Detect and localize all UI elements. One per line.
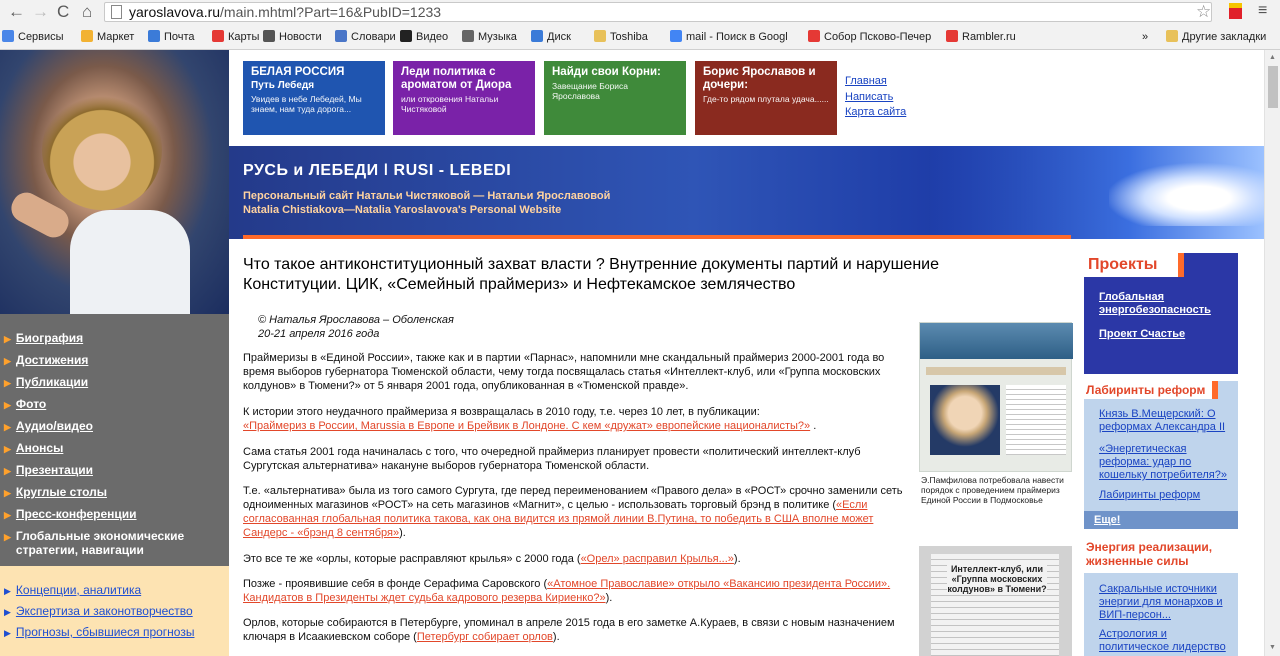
sidebar-item[interactable] [4,529,216,557]
url-domain: yaroslavova.ru [129,4,221,20]
sidebar-item-label: Биография [15,331,84,345]
author-photo [0,50,229,314]
tile-subtitle: Путь Лебедя [251,80,315,91]
sidebar-item-label: Публикации [15,375,89,389]
bullet-icon: ▶ [4,586,11,596]
bookmark-item[interactable] [531,29,571,45]
bookmark-label: Новости [279,31,322,43]
sidebar-item-label: Пресс-конференции [15,507,137,521]
other-bookmarks-label: Другие закладки [1182,31,1267,43]
bullet-icon: ▶ [4,356,11,366]
top-link-home[interactable]: Главная [845,75,887,87]
market-icon [81,30,93,42]
bookmark-item[interactable] [2,29,64,45]
tile-text: Где-то рядом плутала удача...... [703,94,829,104]
bullet-icon: ▶ [4,607,11,617]
news-screenshot-image[interactable] [919,322,1072,472]
article-link[interactable]: «Атомное Православие» открыло «Вакансию президента России». Кандидатов в Президенты ждет судьба кадрового резерва Кириенко?» [243,578,891,604]
header-tile[interactable] [695,61,837,135]
dictionary-icon [335,30,347,42]
folder-icon [594,30,606,42]
article-link[interactable]: Петербург собирает орлов [416,631,553,643]
yandex-icon [946,30,958,42]
tile-title: Леди политика с ароматом от Диора [401,66,512,91]
image-caption: Э.Памфилова потребовала навести порядок с проведением праймериз Единой России в Подмосковье [921,475,1064,505]
back-arrow-icon[interactable]: ← [8,2,25,21]
url-path: /main.mhtml?Part=16&PubID=1233 [220,4,442,20]
sidebar-item[interactable] [4,397,46,412]
header-tile[interactable] [393,61,535,135]
home-icon[interactable]: ⌂ [82,2,93,21]
bookmark-item[interactable] [81,29,134,45]
image-text-block [1006,385,1066,455]
article-author: © Наталья Ярославова – Оболенская [258,314,454,326]
bookmark-label: Диск [547,31,571,43]
page-icon [111,5,122,19]
bookmark-item[interactable] [400,29,448,45]
article-title: Что такое антиконституционный захват власти ? Внутренние документы партий и нарушение Конституции. ЦИК, «Семейный праймериз» и Нефтекамское землячество [243,256,939,293]
bookmark-item[interactable] [335,29,396,45]
bullet-icon: ▶ [4,628,11,638]
site-title: РУСЬ и ЛЕБЕДИ ǀ RUSI - LEBEDI [243,162,512,179]
sidebar-item-label: Анонсы [15,441,64,455]
sidebar-item[interactable] [4,463,93,478]
bullet-icon: ▶ [4,532,11,542]
bookmark-item[interactable] [946,29,1016,45]
bookmark-item[interactable] [212,29,259,45]
bookmark-item[interactable] [594,29,648,45]
paragraph: Сама статья 2001 года начиналась с того, что очередной праймериз планирует провести «политический интеллект-клуб Сургутская альтернатива» накануне выборов губернатора Тюменской области. [243,446,861,472]
address-bar-row [0,0,1280,25]
labyrinth-link[interactable]: Лабиринты реформ [1099,489,1201,501]
sidebar-item[interactable] [4,485,107,500]
photo-shirt [70,210,190,314]
site-banner [229,146,1264,239]
labyrinth-link[interactable]: Князь В.Мещерский: О реформах Александра II [1099,408,1226,433]
top-link-sitemap[interactable]: Карта сайта [845,106,907,118]
folder-icon [1166,30,1178,42]
paragraph-text: ). [399,527,406,539]
sidebar-item[interactable] [4,583,141,597]
tile-text: Завещание Бориса Ярославова [552,81,629,101]
disk-icon [531,30,543,42]
sidebar-item-label: Презентации [15,463,93,477]
site-subtitle-ru: Персональный сайт Натальи Чистяковой — Натальи Ярославовой [243,190,611,202]
article-header [243,255,939,295]
sidebar-item[interactable] [4,375,88,390]
yandex-icon [808,30,820,42]
bookmark-label: Видео [416,31,449,43]
url-field[interactable] [104,2,1212,22]
apps-icon [2,30,14,42]
sidebar-nav [0,314,229,566]
sidebar-item[interactable] [4,625,194,639]
paragraph-text: ). [605,592,613,604]
maps-icon [212,30,224,42]
paragraph-text: Орлов, которые собираются в Петербурге, упоминал в апреле 2015 года в его заметке А.Кураев, в связи с новым назначением ключаря в Исаакиевском соборе ( [243,617,895,643]
swan-image [1109,156,1264,226]
browser-chrome [0,0,1280,50]
tile-title: Борис Ярославов и дочери: [703,66,816,91]
projects-title: Проекты [1084,253,1184,277]
sidebar-item-label: Экспертиза и законотворчество [15,604,193,618]
labyrinth-link[interactable]: «Энергетическая реформа: удар по кошельку потребителя?» [1099,443,1227,481]
image-header [920,323,1073,359]
paragraph-text: . [810,420,817,432]
sidebar-item[interactable] [4,353,88,368]
bullet-icon: ▶ [4,466,11,476]
sidebar-item[interactable] [4,419,93,434]
bookmark-label: Музыка [478,31,517,43]
bookmark-label: Rambler.ru [962,31,1016,43]
sidebar-item-label: Аудио/видео [15,419,93,433]
bookmarks-bar [0,26,1280,48]
bookmark-item[interactable] [148,29,195,45]
more-link[interactable]: Еще! [1094,514,1121,526]
newspaper-clipping-image[interactable] [919,546,1072,656]
bullet-icon: ▶ [4,378,11,388]
paragraph-text: Это все те же «орлы, которые расправляют крылья» с 2000 года ( [243,553,581,565]
bookmark-item[interactable] [808,29,931,45]
labyrinths-title: Лабиринты реформ [1084,381,1218,399]
top-links [845,74,906,121]
paragraph [243,577,911,605]
sidebar-item-label: Достижения [15,353,89,367]
paragraph-text: К истории этого неудачного праймериза я возвращалась в 2010 году, т.е. через 10 лет, в публикации: [243,406,760,418]
top-link-write[interactable]: Написать [845,90,894,103]
sidebar-item-label: Круглые столы [15,485,107,499]
header-tile[interactable] [544,61,686,135]
bookmark-label: Почта [164,31,195,43]
sidebar-item[interactable] [4,604,193,618]
sidebar-item[interactable] [4,441,63,456]
scroll-up-arrow-icon[interactable]: ▲ [1269,54,1276,61]
article-link[interactable]: «Орел» расправил Крылья...» [580,553,734,565]
bookmark-label: Словари [351,31,396,43]
article-link[interactable]: «Праймериз в России, Marussia в Европе и Брейвик в Лондоне. С кем «дружат» европейские националисты?» [243,420,811,432]
image-headline [926,367,1066,375]
paragraph [243,616,911,644]
paragraph-text: Т.е. «альтернатива» была из того самого Сургута, где перед переименованием «Правого дела» в «РОСТ» срочно заменили сеть одноименных магазинов «РОСТ» на сеть магазинов «Магнит», с целью - использовать торговый брэнд в политике ( [243,485,903,511]
sidebar-item[interactable] [4,507,137,522]
music-icon [462,30,474,42]
tile-text: или откровения Натальи Чистяковой [401,94,499,114]
scroll-down-arrow-icon[interactable]: ▼ [1269,644,1276,651]
bullet-icon: ▶ [4,422,11,432]
bookmark-item[interactable] [462,29,517,45]
bookmark-label: Сервисы [18,31,64,43]
energy-title: Энергия реализации, жизненные силы [1084,538,1238,570]
other-bookmarks[interactable] [1166,29,1266,45]
sidebar-nav-secondary [0,566,229,656]
project-link[interactable]: Проект Счастье [1099,328,1186,340]
video-icon [400,30,412,42]
bullet-icon: ▶ [4,510,11,520]
forward-arrow-icon[interactable]: → [32,2,49,21]
energy-link[interactable]: Сакральные источники энергии для монархов и ВИП-персон... [1099,583,1223,621]
sidebar-item-label: Глобальные экономические стратегии, навигации [15,529,185,557]
bookmark-item[interactable] [670,29,788,45]
scrollbar[interactable] [1264,50,1280,656]
sidebar-item-label: Прогнозы, сбывшиеся прогнозы [15,625,195,639]
bookmark-label: Маркет [97,31,135,43]
bookmark-item[interactable] [263,29,322,45]
paragraph [243,552,911,566]
tile-title: Найди свои Корни: [552,66,661,78]
page-content [0,50,1264,656]
paragraph-text: ). [552,631,560,643]
header-tile[interactable] [243,61,385,135]
bookmark-label: Собор Псково-Печер [824,31,932,43]
bookmarks-more-button[interactable]: » [1142,31,1149,43]
paragraph [243,484,911,540]
bookmark-label: mail - Поиск в Googl [686,31,788,43]
sidebar-item[interactable] [4,331,83,346]
google-icon [670,30,682,42]
article-date: 20-21 апреля 2016 года [258,328,380,340]
paragraph-text: Позже - проявившие себя в фонде Серафима Саровского ( [243,578,548,590]
paragraph [243,405,911,433]
photo-portrait [42,90,162,210]
extension-icon[interactable] [1229,3,1242,19]
tile-title: БЕЛАЯ РОССИЯ [251,66,345,78]
reload-icon[interactable]: C [57,2,70,21]
bullet-icon: ▶ [4,444,11,454]
tile-text: Увидев в небе Лебедей, Мы знаем, нам туда дорога... [251,94,362,114]
mail-icon [148,30,160,42]
image-portrait [930,385,1000,455]
article-meta [258,313,454,341]
bullet-icon: ▶ [4,488,11,498]
sidebar-item-label: Концепции, аналитика [15,583,142,597]
banner-accent-line [243,235,1071,239]
bullet-icon: ▶ [4,400,11,410]
site-subtitle-en: Natalia Chistiakova—Natalia Yaroslavova's Personal Website [243,204,562,216]
scrollbar-thumb[interactable] [1268,66,1278,108]
newspaper-headline: Интеллект-клуб, или «Группа московских колдунов» в Тюмени? [947,564,1047,594]
sidebar-item-label: Фото [15,397,47,411]
article-link[interactable]: «Если согласованная глобальная политика такова, как она видится из прямой линии В.Путина, то победить в США вполне может Сандерс - «брэнд 8 сентября» [243,499,874,539]
paragraph: Праймеризы в «Единой России», также как и в партии «Парнас», напомнили мне скандальный праймериз 2000-2001 года во время выборов губернатора Тюменской области, чему тогда посвящалась статья «Интеллект-клуб, или «Группа московских колдунов» в Тюмени?» от 5 января 2001 года, опубликованная в «Тюменской правде». [243,352,885,392]
bookmark-label: Toshiba [610,31,648,43]
project-link[interactable]: Глобальная энергобезопасность [1099,291,1211,316]
energy-link[interactable]: Астрология и политическое лидерство [1099,628,1226,653]
bookmark-star-icon[interactable]: ☆ [1196,2,1212,21]
bookmark-label: Карты [228,31,260,43]
paragraph-text: ). [733,553,741,565]
bullet-icon: ▶ [4,334,11,344]
news-icon [263,30,275,42]
menu-icon[interactable]: ≡ [1258,2,1268,19]
